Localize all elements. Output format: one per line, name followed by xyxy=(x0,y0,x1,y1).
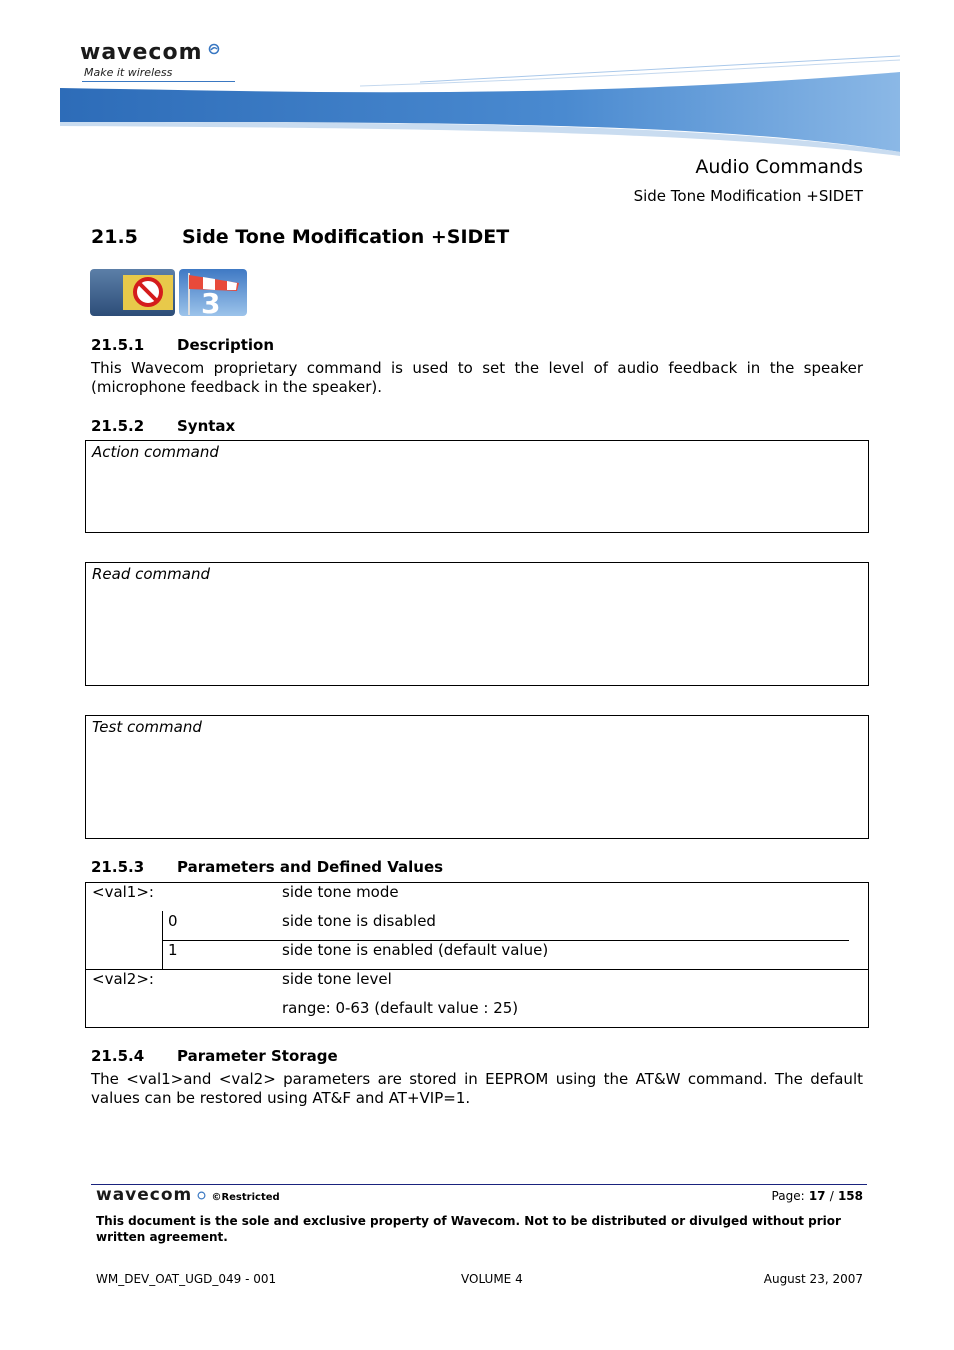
footer-logo xyxy=(96,1185,280,1205)
footer-doc-id: WM_DEV_OAT_UGD_049 - 001 xyxy=(96,1272,277,1286)
footer-page-sep: / xyxy=(829,1189,834,1203)
footer-notice: This document is the sole and exclusive property of Wavecom. Not to be distributed or divulged without prior written agreement. xyxy=(96,1214,841,1244)
val2-range: range: 0-63 (default value : 25) xyxy=(282,999,519,1017)
test-command-caption: Test command xyxy=(92,718,202,736)
footer-restricted: ©Restricted xyxy=(211,1192,280,1203)
header-subtitle: Side Tone Modification +SIDET xyxy=(633,187,863,205)
description-number: 21.5.1 xyxy=(91,336,145,354)
test-command-box xyxy=(85,715,869,839)
footer-date: August 23, 2007 xyxy=(763,1272,863,1286)
read-command-caption: Read command xyxy=(92,565,211,583)
action-command-box xyxy=(85,440,869,533)
windsock-3-icon xyxy=(179,269,247,316)
footer-volume: VOLUME 4 xyxy=(461,1272,523,1286)
description-text: This Wavecom proprietary command is used to set the level of audio feedback in the speaker (microphone feedback in the speaker). xyxy=(91,359,863,396)
parameters-heading xyxy=(91,858,443,876)
footer-page-current: 17 xyxy=(808,1189,826,1203)
logo-tagline: Make it wireless xyxy=(84,66,173,79)
section-heading xyxy=(91,226,509,248)
logo-wordmark: wavecom xyxy=(80,40,203,65)
storage-number: 21.5.4 xyxy=(91,1047,145,1065)
storage-heading xyxy=(91,1047,338,1065)
val1-option-0-value: 0 xyxy=(168,912,178,930)
val1-option-0-desc: side tone is disabled xyxy=(282,912,436,930)
icon-badge-number: 3 xyxy=(201,287,221,316)
footer-logo-swirl-icon xyxy=(197,1185,206,1204)
parameters-title: Parameters and Defined Values xyxy=(177,858,444,876)
description-heading xyxy=(91,336,274,354)
val2-name: <val2>: xyxy=(92,970,154,988)
description-title: Description xyxy=(177,336,275,354)
not-supported-icon xyxy=(90,269,175,316)
syntax-title: Syntax xyxy=(177,417,236,435)
val1-option-1-value: 1 xyxy=(168,941,178,959)
parameters-number: 21.5.3 xyxy=(91,858,145,876)
row-separator xyxy=(86,969,868,970)
val2-desc: side tone level xyxy=(282,970,392,988)
storage-title: Parameter Storage xyxy=(177,1047,338,1065)
val1-desc: side tone mode xyxy=(282,883,399,901)
footer-logo-wordmark: wavecom xyxy=(96,1185,193,1205)
footer-page xyxy=(772,1189,863,1203)
syntax-heading xyxy=(91,417,235,435)
read-command-box xyxy=(85,562,869,686)
parameters-table xyxy=(85,882,869,1028)
section-number: 21.5 xyxy=(91,226,138,248)
footer-page-total: 158 xyxy=(837,1189,863,1203)
storage-text: The <val1>and <val2> parameters are stored in EEPROM using the AT&W command. The default values can be restored using AT&F and AT+VIP=1. xyxy=(91,1070,863,1107)
val1-name: <val1>: xyxy=(92,883,154,901)
val1-option-1-desc: side tone is enabled (default value) xyxy=(282,941,549,959)
header-title: Audio Commands xyxy=(695,156,863,178)
syntax-number: 21.5.2 xyxy=(91,417,145,435)
footer-page-label: Page: xyxy=(771,1189,805,1203)
header-banner xyxy=(60,52,900,156)
section-title: Side Tone Modification +SIDET xyxy=(182,226,510,248)
action-command-caption: Action command xyxy=(92,443,219,461)
